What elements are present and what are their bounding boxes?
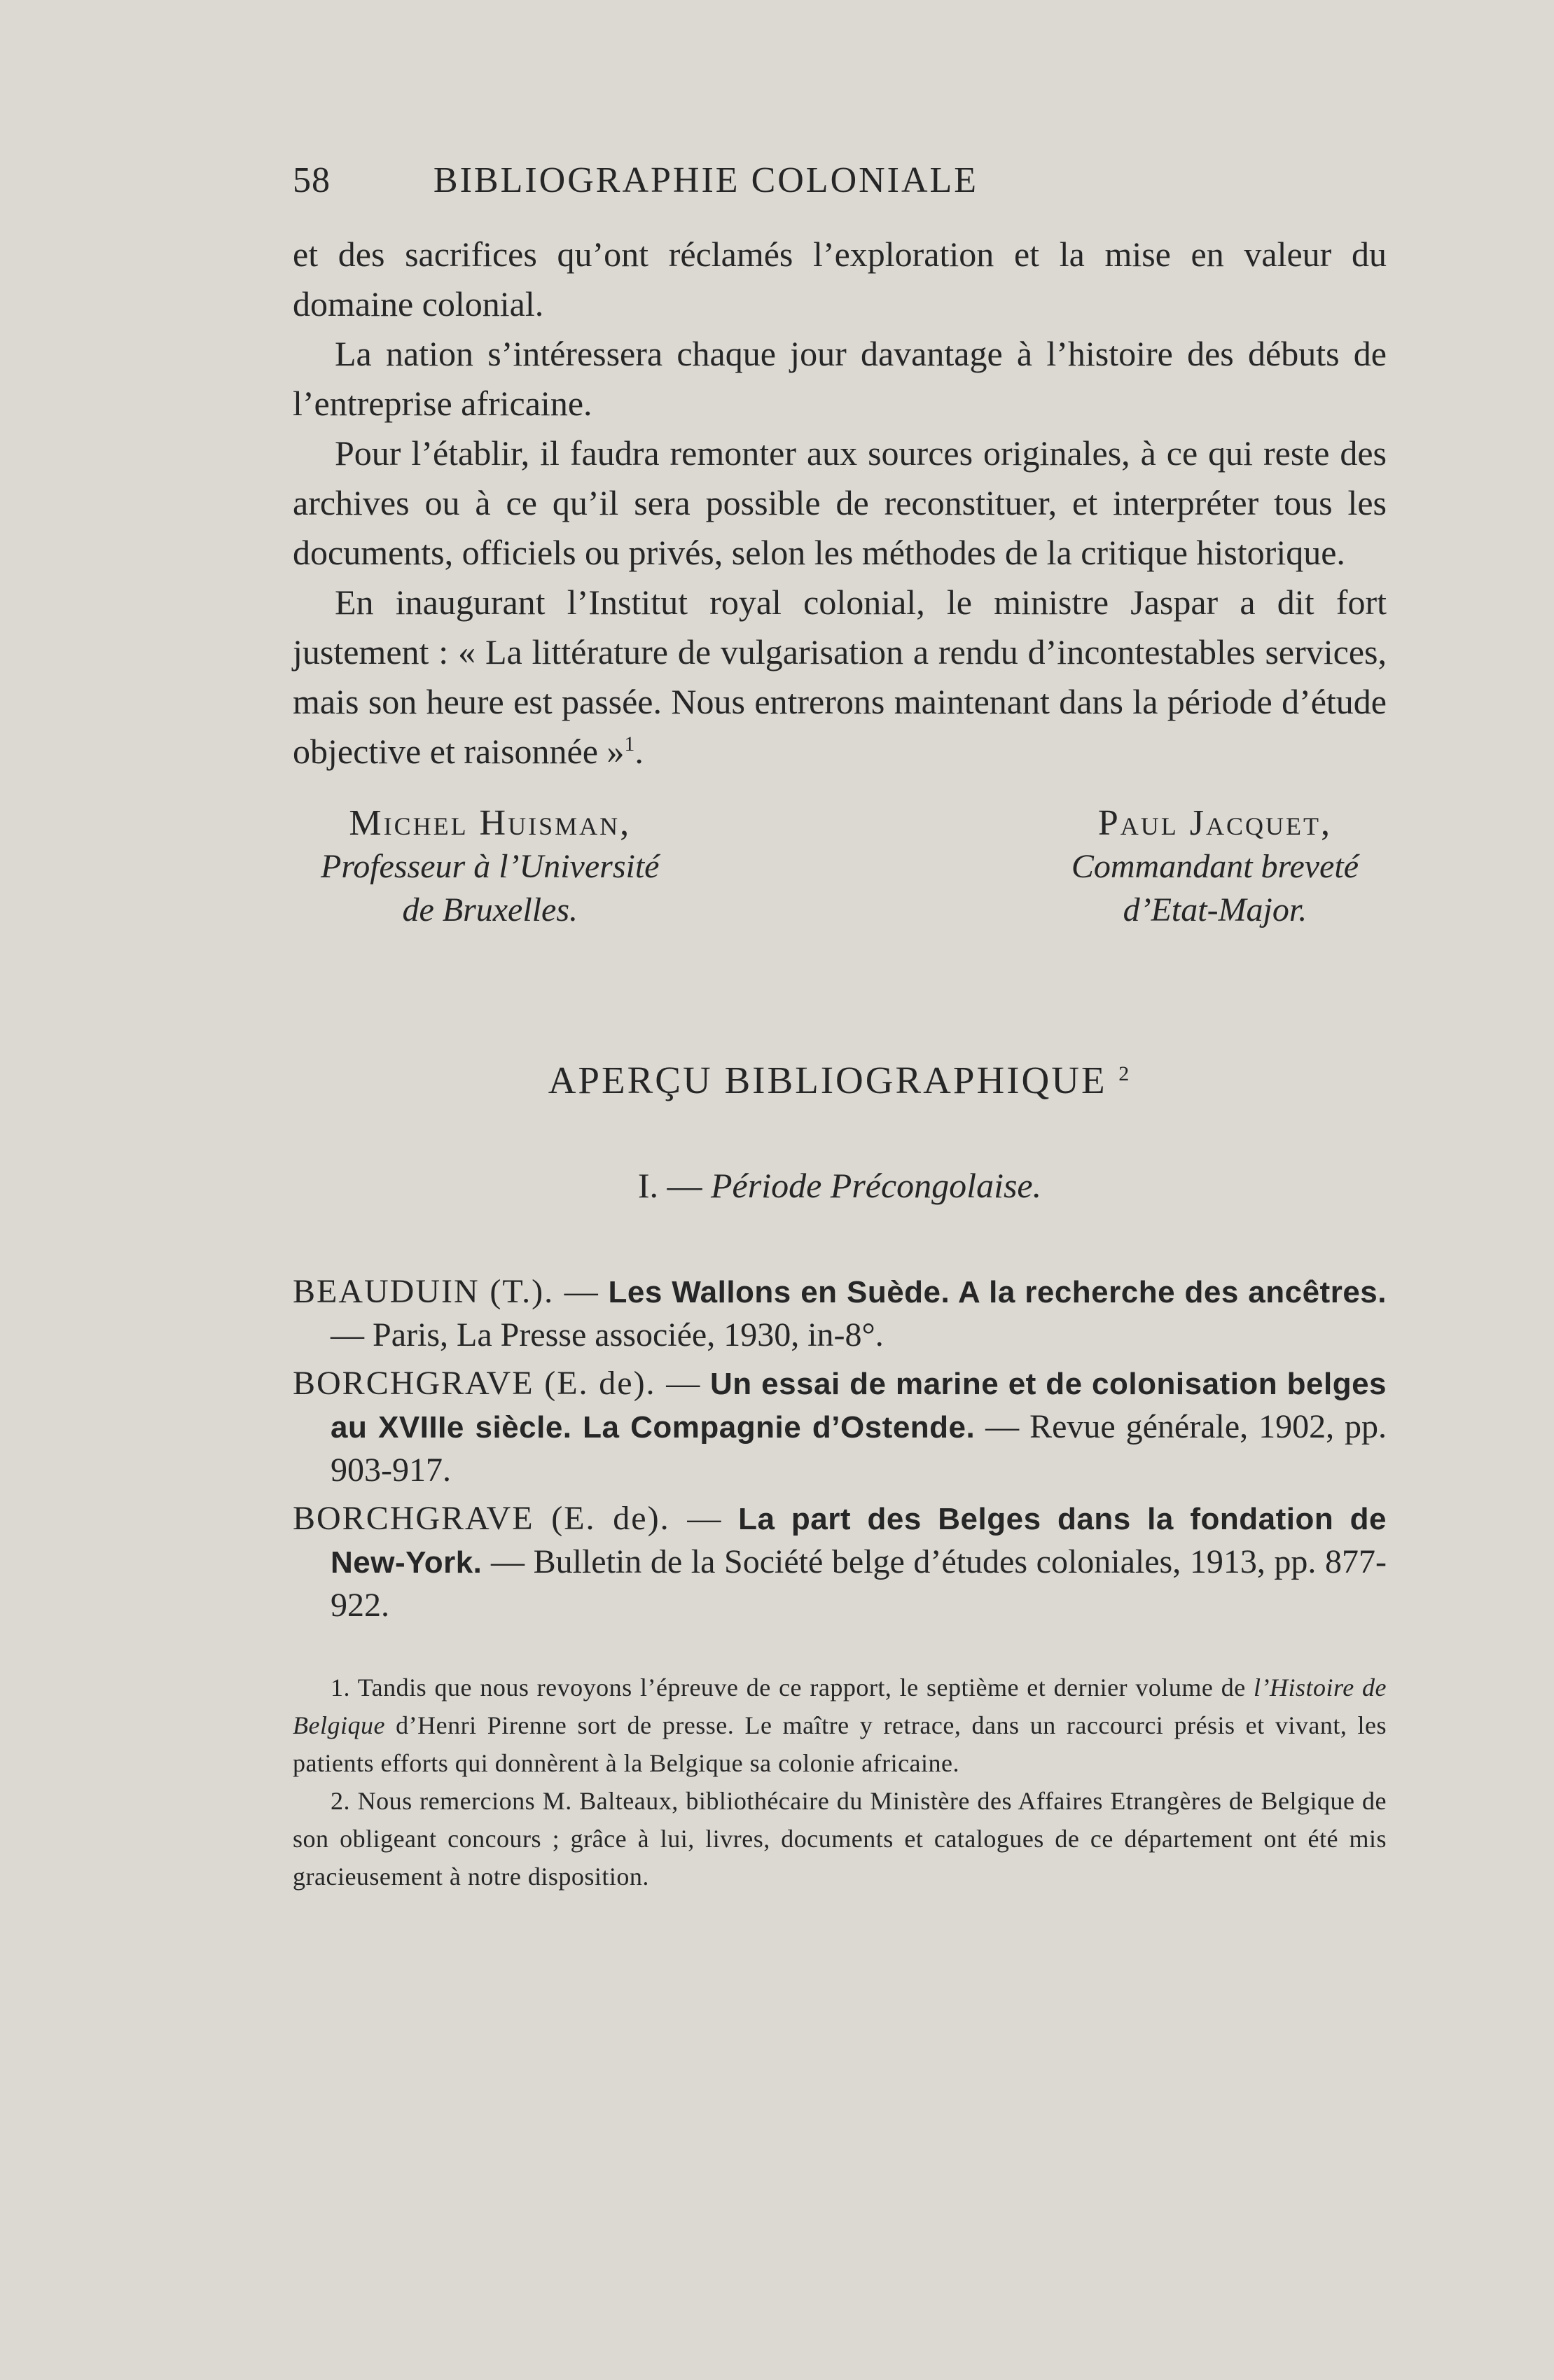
body-text <box>293 230 1387 777</box>
paragraph-text: En inaugurant l’Institut royal colonial, le ministre Jaspar a dit fort justement : « La littérature de vulgarisation a rendu d’incontestables services, mais son heure est passée. Nous entrerons maintenant dans la période d’étude objective et raisonnée » <box>293 583 1387 771</box>
signature-title: d’Etat-Major. <box>1123 891 1307 928</box>
running-title: BIBLIOGRAPHIE COLONIALE <box>433 160 979 200</box>
section-title: APERÇU BIBLIOGRAPHIQUE <box>548 1059 1107 1101</box>
footnote-reference: 2 <box>1118 1062 1132 1085</box>
footnote-text: d’Henri Pirenne sort de presse. Le maître y retrace, dans un raccourci présis et vivant, les patients efforts qui donnèrent à la Belgique sa colonie africaine. <box>293 1711 1387 1777</box>
paragraph: La nation s’intéressera chaque jour davantage à l’histoire des débuts de l’entreprise africaine. <box>293 334 1387 423</box>
signature-left <box>321 802 659 932</box>
footnote-1 <box>293 1669 1387 1782</box>
section-heading <box>293 1058 1387 1102</box>
signature-title: Commandant breveté <box>1071 848 1359 885</box>
page-header <box>293 160 1119 209</box>
signature-right <box>1071 802 1359 932</box>
bibliography-list <box>293 1270 1387 1627</box>
paragraph-with-quote <box>293 578 1387 777</box>
footnote-number: 1. <box>331 1673 350 1702</box>
footnote-text: Tandis que nous revoyons l’épreuve de ce rapport, le septième et dernier volume de <box>357 1673 1246 1702</box>
signature-name: Paul Jacquet, <box>1097 803 1332 843</box>
footnote-number: 2. <box>331 1787 350 1815</box>
footnote-2 <box>293 1782 1387 1895</box>
bib-title: Un essai de marine et de colonisation belges au XVIIIe siècle. La Compagnie d’Ostende. <box>331 1367 1387 1445</box>
subsection-title: Période Précongolaise. <box>711 1166 1042 1205</box>
footnote-reference: 1 <box>624 732 635 756</box>
bibliography-entry <box>293 1497 1387 1627</box>
footnote-text: Nous remercions M. Balteaux, bibliothécaire du Ministère des Affaires Etrangères de Belgique de son obligeant concours ; grâce à lui, livres, documents et catalogues de ce département ont été mis gracieusement à notre disposition. <box>293 1787 1387 1891</box>
signature-name: Michel Huisman, <box>349 803 632 843</box>
subsection-number: I. — <box>637 1166 702 1205</box>
footnote-italic-title: l’Histoire de Belgique <box>293 1673 1387 1739</box>
signatures <box>293 802 1387 932</box>
bib-details: — Revue générale, 1902, pp. 903-917. <box>331 1408 1387 1489</box>
bib-author: BORCHGRAVE (E. de). — <box>293 1365 702 1402</box>
bib-details: — Bulletin de la Société belge d’études coloniales, 1913, pp. 877-922. <box>331 1543 1387 1624</box>
footnotes <box>293 1669 1387 1895</box>
signature-title: de Bruxelles. <box>402 891 578 928</box>
bib-title: Les Wallons en Suède. A la recherche des ancêtres. <box>608 1275 1387 1309</box>
bibliography-entry <box>293 1362 1387 1491</box>
bib-title: La part des Belges dans la fondation de New-York. <box>331 1502 1387 1580</box>
bib-author: BEAUDUIN (T.). — <box>293 1273 599 1310</box>
bibliography-entry <box>293 1270 1387 1356</box>
page-content <box>293 230 1387 1895</box>
bib-details: — Paris, La Presse associée, 1930, in-8°. <box>331 1316 884 1353</box>
paragraph: Pour l’établir, il faudra remonter aux sources originales, à ce qui reste des archives ou à ce qu’il sera possible de reconstituer, et interpréter tous les documents, officiels ou privés, selon les méthodes de la critique historique. <box>293 433 1387 572</box>
paragraph-end: . <box>634 732 644 771</box>
bib-author: BORCHGRAVE (E. de). — <box>293 1500 723 1537</box>
signature-title: Professeur à l’Université <box>321 848 660 885</box>
paragraph: et des sacrifices qu’ont réclamés l’exploration et la mise en valeur du domaine colonial. <box>293 235 1387 323</box>
page-number: 58 <box>293 160 331 200</box>
subsection-heading <box>293 1165 1387 1206</box>
